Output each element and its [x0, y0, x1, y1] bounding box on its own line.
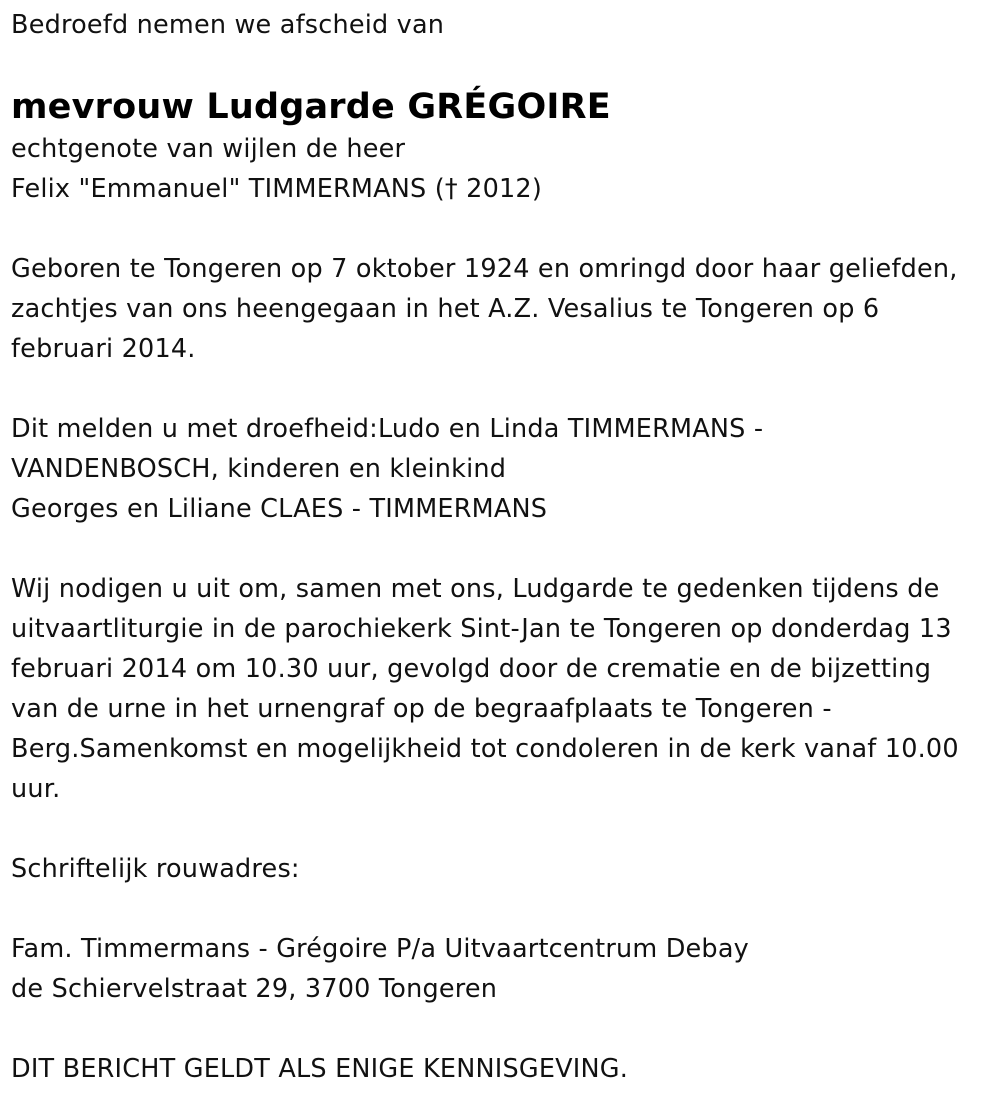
- spouse-line-1: echtgenote van wijlen de heer: [11, 134, 406, 164]
- text-line: februari 2014.: [11, 334, 196, 364]
- text-line: februari 2014 om 10.30 uur, gevolgd door de crematie en de bijzetting: [11, 654, 932, 684]
- paragraph-gap: [11, 889, 996, 929]
- address-line: de Schiervelstraat 29, 3700 Tongeren: [11, 974, 498, 1004]
- address-heading: Schriftelijk rouwadres:: [11, 854, 300, 884]
- text-line: uur.: [11, 774, 61, 804]
- address-block: [11, 929, 996, 1009]
- deceased-name: mevrouw Ludgarde GRÉGOIRE: [11, 87, 611, 127]
- text-line: zachtjes van ons heengegaan in het A.Z. Vesalius te Tongeren op 6: [11, 294, 880, 324]
- text-line: Wij nodigen u uit om, samen met ons, Ludgarde te gedenken tijdens de: [11, 574, 940, 604]
- paragraph-gap: [11, 369, 996, 409]
- death-notice: [11, 0, 996, 1089]
- spouse-line-2: Felix "Emmanuel" TIMMERMANS († 2012): [11, 174, 542, 204]
- address-line: Fam. Timmermans - Grégoire P/a Uitvaartcentrum Debay: [11, 934, 749, 964]
- text-line: VANDENBOSCH, kinderen en kleinkind: [11, 454, 507, 484]
- text-line: Geboren te Tongeren op 7 oktober 1924 en omringd door haar geliefden,: [11, 254, 958, 284]
- closing-statement: DIT BERICHT GELDT ALS ENIGE KENNISGEVING.: [11, 1054, 629, 1084]
- paragraph-gap: [11, 1009, 996, 1049]
- text-line: Georges en Liliane CLAES - TIMMERMANS: [11, 494, 548, 524]
- text-line: Berg.Samenkomst en mogelijkheid tot condoleren in de kerk vanaf 10.00: [11, 734, 959, 764]
- ceremony-paragraph: [11, 569, 996, 809]
- paragraph-gap: [11, 529, 996, 569]
- intro-text: Bedroefd nemen we afscheid van: [11, 10, 445, 40]
- paragraph-gap: [11, 209, 996, 249]
- text-line: van de urne in het urnengraf op de begraafplaats te Tongeren -: [11, 694, 832, 724]
- announcers-paragraph: [11, 409, 996, 529]
- text-line: uitvaartliturgie in de parochiekerk Sint-Jan te Tongeren op donderdag 13: [11, 614, 952, 644]
- paragraph-gap: [11, 809, 996, 849]
- text-line: Dit melden u met droefheid:Ludo en Linda TIMMERMANS -: [11, 414, 764, 444]
- birth-death-paragraph: [11, 249, 996, 369]
